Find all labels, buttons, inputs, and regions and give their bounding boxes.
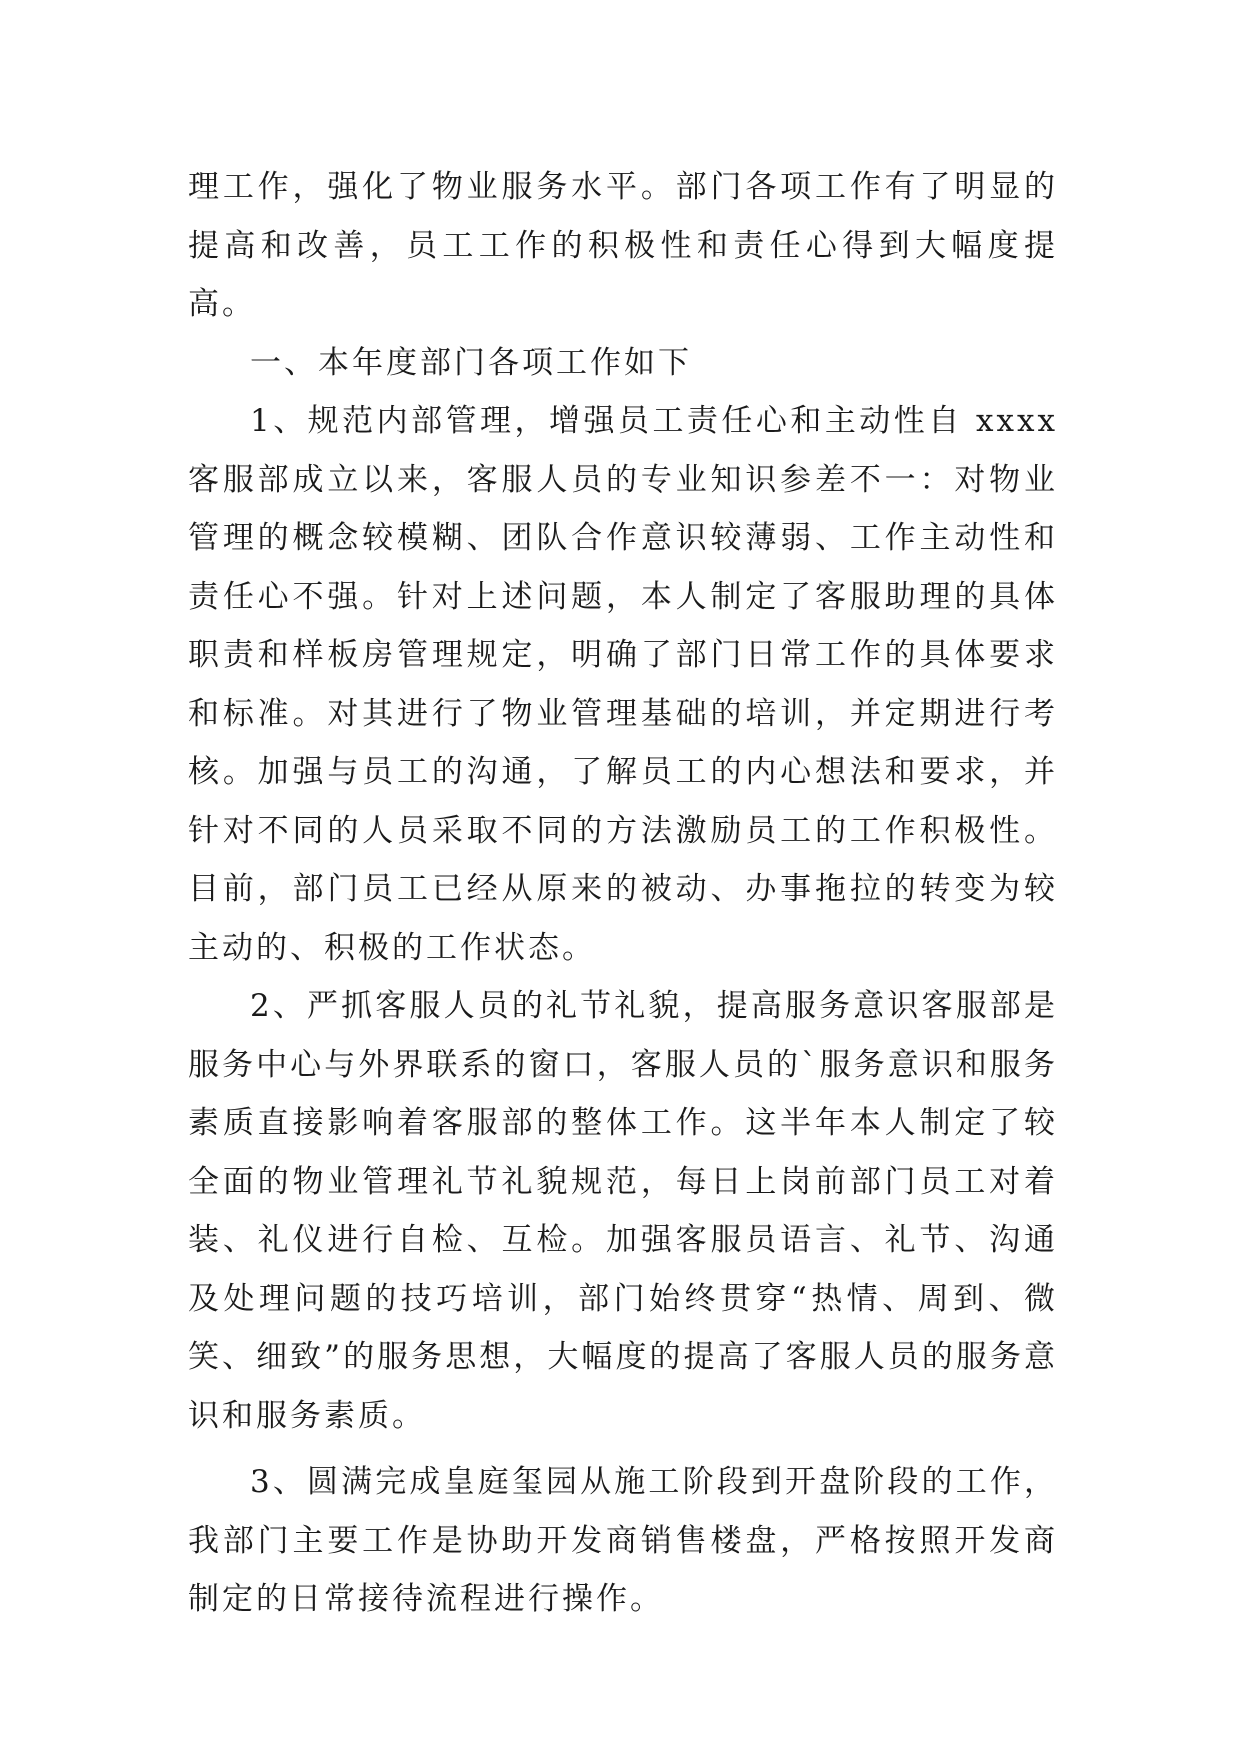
paragraph-item-1: 1、规范内部管理，增强员工责任心和主动性自 xxxx 客服部成立以来，客服人员的专业知识参差不一：对物业管理的概念较模糊、团队合作意识较薄弱、工作主动性和责任心不强。针对上述问题，本人制定了客服助理的具体职责和样板房管理规定，明确了部门日常工作的具体要求和标准。对其进行了物业管理基础的培训，并定期进行考核。加强与员工的沟通，了解员工的内心想法和要求，并针对不同的人员采取不同的方法激励员工的工作积极性。目前，部门员工已经从原来的被动、办事拖拉的转变为较主动的、积极的工作状态。 — [188, 403, 1058, 966]
paragraph-item-3: 3、圆满完成皇庭玺园从施工阶段到开盘阶段的工作，我部门主要工作是协助开发商销售楼盘，严格按照开发商制定的日常接待流程进行操作。 — [188, 1464, 1058, 1617]
paragraph-continuation: 理工作，强化了物业服务水平。部门各项工作有了明显的提高和改善，员工工作的积极性和责任心得到大幅度提高。 — [188, 169, 1058, 322]
section-heading: 一、本年度部门各项工作如下 — [250, 344, 692, 381]
document-body — [188, 158, 1058, 1629]
paragraph-item-2: 2、严抓客服人员的礼节礼貌，提高服务意识客服部是服务中心与外界联系的窗口，客服人员的`服务意识和服务素质直接影响着客服部的整体工作。这半年本人制定了较全面的物业管理礼节礼貌规范，每日上岗前部门员工对着装、礼仪进行自检、互检。加强客服员语言、礼节、沟通及处理问题的技巧培训，部门始终贯穿“热情、周到、微笑、细致”的服务思想，大幅度的提高了客服人员的服务意识和服务素质。 — [188, 988, 1058, 1434]
